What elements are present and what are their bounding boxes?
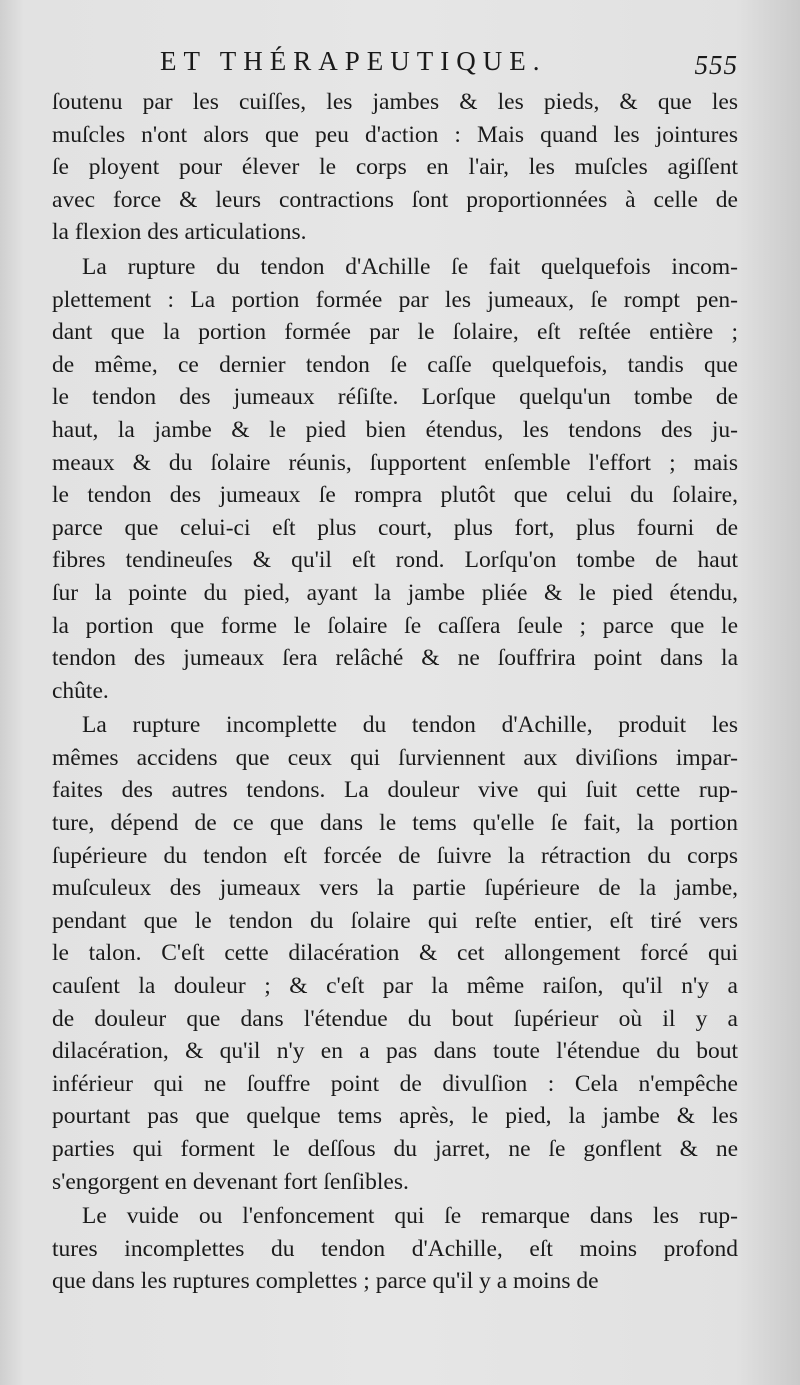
text-line: parce que celui-ci eſt plus court, plus fort, plus fourni de — [52, 514, 738, 541]
text-line: haut, la jambe & le pied bien étendus, les tendons des ju- — [52, 416, 738, 443]
text-line: que dans les ruptures complettes ; parce qu'il y a moins de — [52, 1268, 599, 1295]
text-line: La rupture du tendon d'Achille ſe fait quelquefois incom- — [82, 253, 738, 280]
paragraph — [52, 86, 738, 249]
text-line: la flexion des articulations. — [52, 219, 307, 246]
text-line: muſculeux des jumeaux vers la partie ſupérieure de la jambe, — [52, 875, 738, 902]
running-title: ET THÉRAPEUTIQUE. — [160, 46, 547, 76]
text-line: inférieur qui ne ſouffre point de divulſion : Cela n'empêche — [52, 1070, 738, 1097]
text-line: cauſent la douleur ; & c'eſt par la même raiſon, qu'il n'y a — [52, 973, 738, 1000]
text-line: le talon. C'eſt cette dilacération & cet allongement forcé qui — [52, 940, 738, 967]
page-number: 555 — [694, 50, 738, 80]
text-line: dant que la portion formée par le ſolaire, eſt reſtée entière ; — [52, 319, 738, 346]
text-line: tendon des jumeaux ſera relâché & ne ſouffrira point dans la — [52, 645, 738, 672]
text-line: pourtant pas que quelque tems après, le pied, la jambe & les — [52, 1103, 738, 1130]
text-line: tures incomplettes du tendon d'Achille, eſt moins profond — [52, 1235, 738, 1262]
text-line: le tendon des jumeaux réſiſte. Lorſque quelqu'un tombe de — [52, 384, 738, 411]
text-line: ture, dépend de ce que dans le tems qu'elle ſe fait, la portion — [52, 810, 738, 837]
text-line: Le vuide ou l'enfoncement qui ſe remarque dans les rup- — [82, 1203, 738, 1230]
page-header — [52, 40, 742, 84]
text-line: mêmes accidens que ceux qui ſurviennent aux diviſions impar- — [52, 744, 738, 771]
paragraph — [52, 251, 738, 707]
text-line: s'engorgent en devenant fort ſenſibles. — [52, 1168, 409, 1195]
text-line: plettement : La portion formée par les jumeaux, ſe rompt pen- — [52, 286, 738, 313]
text-line: pendant que le tendon du ſolaire qui reſte entier, eſt tiré vers — [52, 907, 738, 934]
text-line: parties qui forment le deſſous du jarret, ne ſe gonflent & ne — [52, 1136, 738, 1162]
text-line: ſur la pointe du pied, ayant la jambe pliée & le pied étendu, — [52, 579, 738, 606]
text-line: ſupérieure du tendon eſt forcée de ſuivre la rétraction du corps — [52, 842, 738, 869]
text-line: muſcles n'ont alors que peu d'action : Mais quand les jointures — [52, 121, 738, 148]
text-line: La rupture incomplette du tendon d'Achille, produit les — [82, 712, 738, 739]
text-line: meaux & du ſolaire réunis, ſupportent enſemble l'effort ; mais — [52, 449, 738, 476]
text-line: le tendon des jumeaux ſe rompra plutôt que celui du ſolaire, — [52, 482, 738, 509]
paragraph — [52, 709, 738, 1198]
text-line: ſe ployent pour élever le corps en l'air, les muſcles agiſſent — [52, 154, 738, 181]
text-line: ſoutenu par les cuiſſes, les jambes & les pieds, & que les — [52, 89, 738, 115]
text-line: de même, ce dernier tendon ſe caſſe quelquefois, tandis que — [52, 351, 738, 378]
body-text — [52, 86, 738, 1298]
text-line: avec force & leurs contractions ſont proportionnées à celle de — [52, 186, 738, 213]
paragraph — [52, 1200, 738, 1298]
text-line: de douleur que dans l'étendue du bout ſupérieur où il y a — [52, 1005, 738, 1032]
text-line: faites des autres tendons. La douleur vive qui ſuit cette rup- — [52, 777, 738, 804]
text-line: la portion que forme le ſolaire ſe caſſera ſeule ; parce que le — [52, 612, 738, 639]
text-line: dilacération, & qu'il n'y en a pas dans toute l'étendue du bout — [52, 1038, 738, 1065]
text-line: fibres tendineuſes & qu'il eſt rond. Lorſqu'on tombe de haut — [52, 547, 738, 574]
text-line: chûte. — [52, 677, 109, 704]
